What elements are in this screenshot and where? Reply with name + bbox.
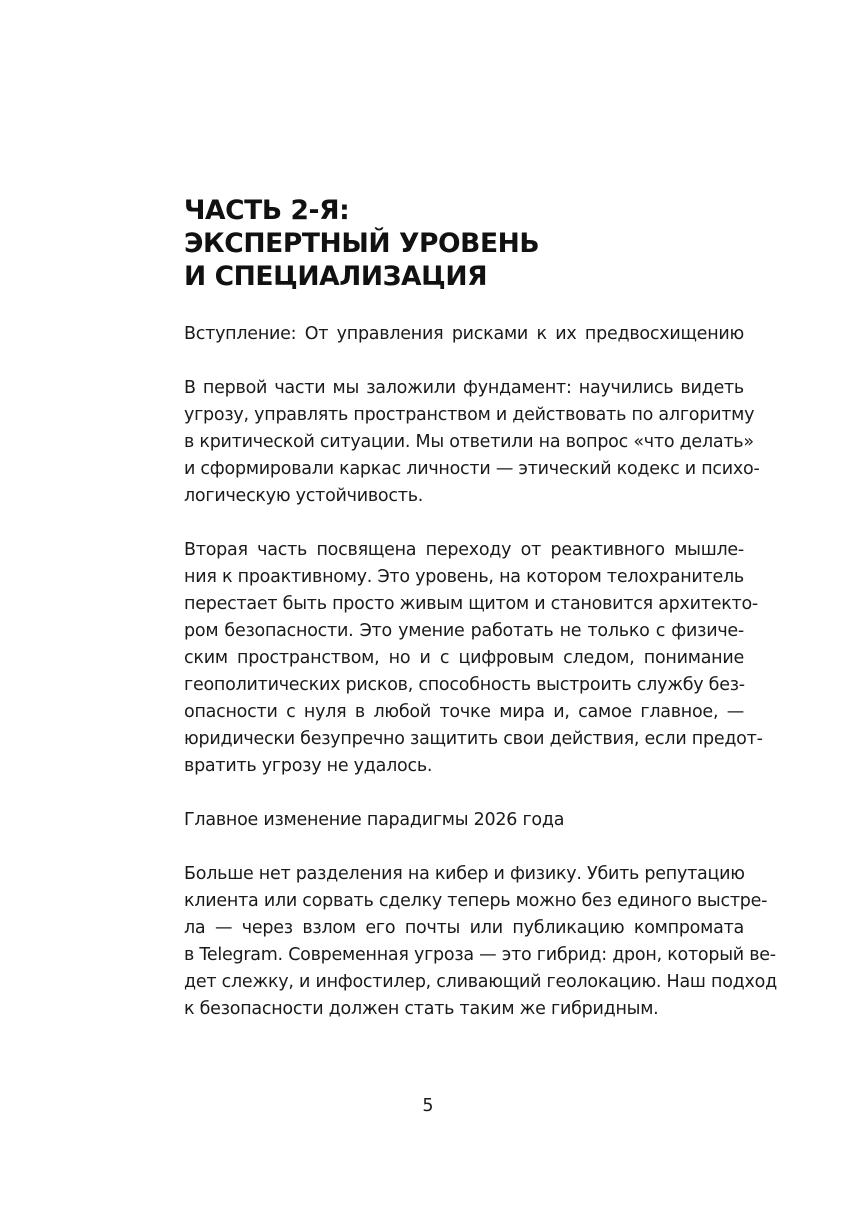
paragraph-line: геополитических рисков, способность выстроить службу без- [184,675,745,695]
paragraph-line: и сформировали каркас личности — этический кодекс и психо- [184,459,760,479]
paragraph-line: клиента или сорвать сделку теперь можно без единого выстре- [184,891,768,911]
paragraph-2 [184,537,763,780]
part-title-line: И СПЕЦИАЛИЗАЦИЯ [184,261,488,292]
part-title [184,194,744,293]
paragraph-line: в критической ситуации. Мы ответили на вопрос «что делать» [184,432,754,452]
paragraph-line: юридически безупречно защитить свои действия, если предот- [184,729,763,749]
paragraph-line: В первой части мы заложили фундамент: научились видеть [184,378,744,398]
paragraph-1 [184,375,760,510]
paragraph-line: в Telegram. Современная угроза — это гибрид: дрон, который ве- [184,945,776,965]
paragraph-line: Вторая часть посвящена переходу от реактивного мышле- [184,540,744,560]
paragraph-line: ром безопасности. Это умение работать не только с физиче- [184,621,744,641]
intro-heading: Вступление: От управления рисками к их предвосхищению [184,324,744,344]
paragraph-3 [184,861,777,1023]
part-title-line: ЧАСТЬ 2-Я: [184,195,350,226]
paragraph-line: угрозу, управлять пространством и действовать по алгоритму [184,405,755,425]
paragraph-line: к безопасности должен стать таким же гибридным. [184,999,659,1019]
paragraph-line: ским пространством, но и с цифровым следом, понимание [184,648,744,668]
section-heading: Главное изменение парадигмы 2026 года [184,810,565,830]
page-content [184,194,777,1023]
paragraph-line: перестает быть просто живым щитом и становится архитекто- [184,594,758,614]
page-number: 5 [422,1096,434,1116]
paragraph-line: дет слежку, и инфостилер, сливающий геолокацию. Наш подход [184,972,777,992]
paragraph-line: ла — через взлом его почты или публикацию компромата [184,918,744,938]
paragraph-line: вратить угрозу не удалось. [184,756,433,776]
paragraph-line: Больше нет разделения на кибер и физику. Убить репутацию [184,864,745,884]
paragraph-line: логическую устойчивость. [184,486,424,506]
part-title-line: ЭКСПЕРТНЫЙ УРОВЕНЬ [184,228,540,259]
paragraph-line: ния к проактивному. Это уровень, на котором телохранитель [184,567,744,587]
paragraph-line: опасности с нуля в любой точке мира и, самое главное, — [184,702,744,722]
